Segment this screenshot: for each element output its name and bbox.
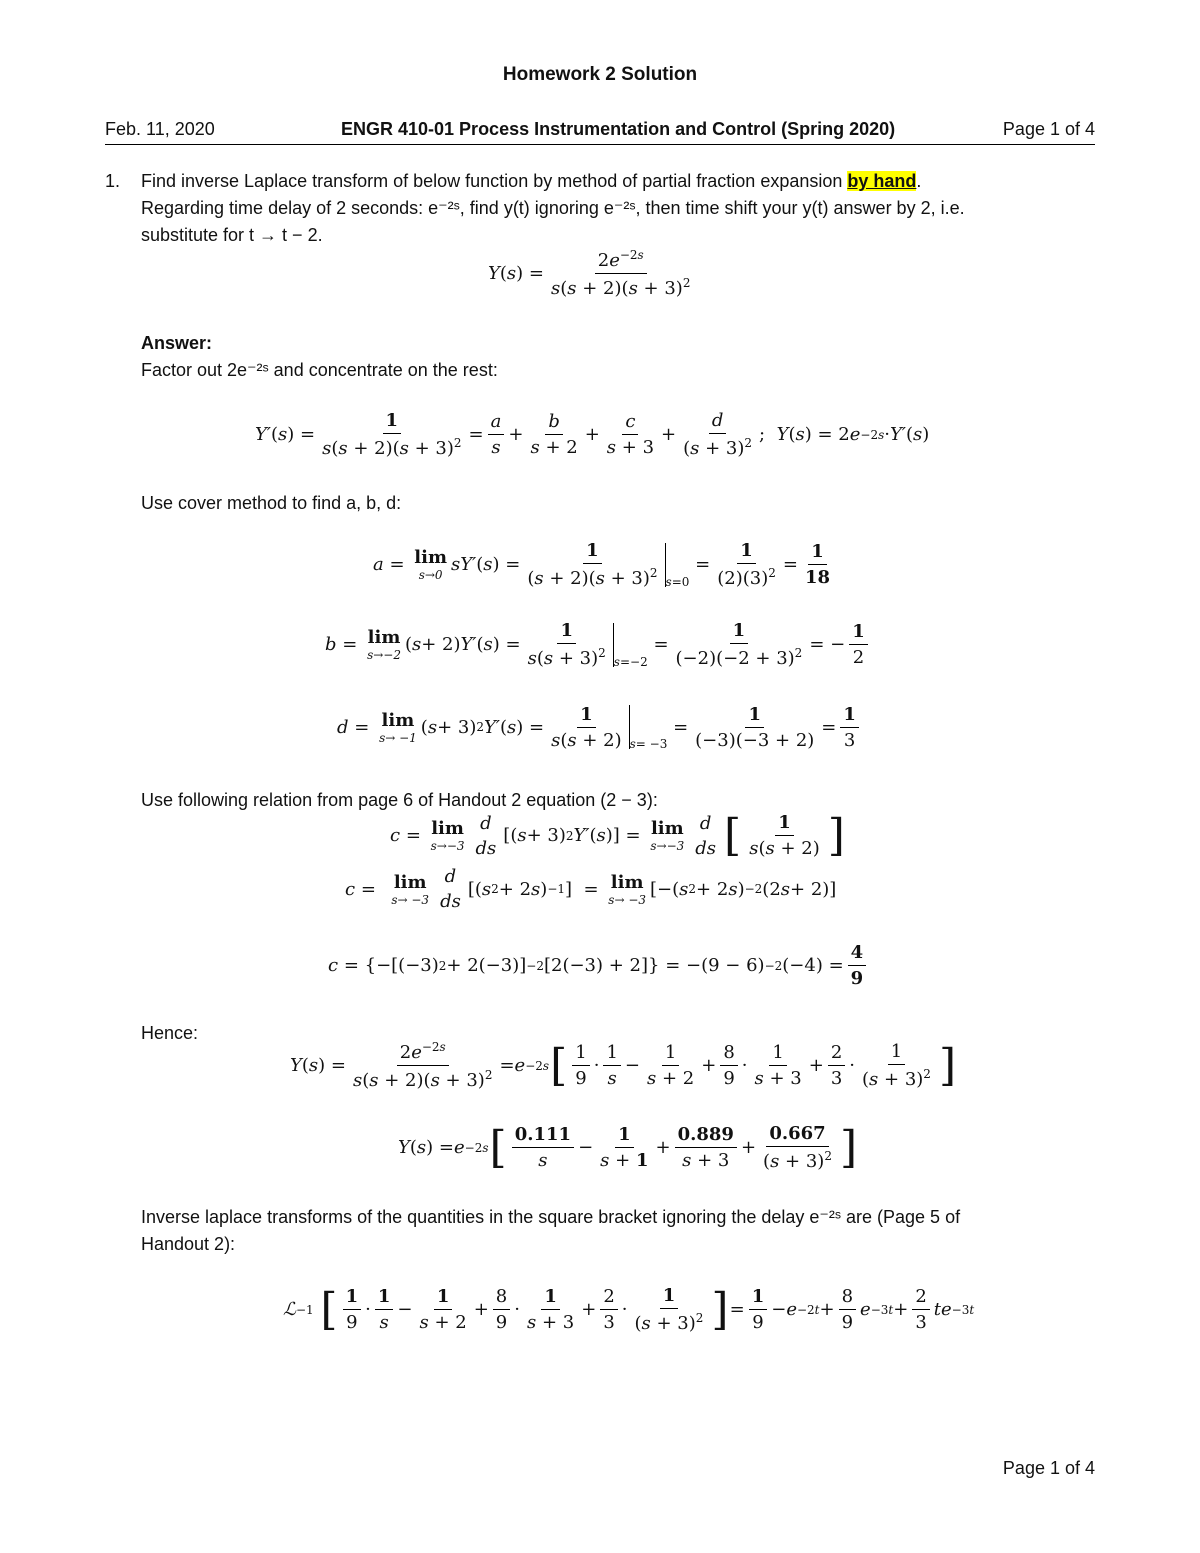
equation-hence-2: Y ( s ) = e −2s [ $\frac{0.111}{s}$ − $\frac{1}{s + 1}$ + $\frac{0.889}{s + 3}$ + $\frac{0.667}{(s + 3)^2}$ ] [398,1121,858,1173]
equation-b: b = lim s→−2 ( s + 2) Y′ ( s ) = $\frac{1}{s(s + 3)^2}$ $_{s =-2}$ = $\frac{1}{(-2)(-2 + 3)^2}$ = − $\frac{1}{2}$ [325,620,872,669]
header-course: ENGR 410-01 Process Instrumentation and Control (Spring 2020) [341,119,896,139]
by-hand-highlight: by hand [847,171,917,191]
equation-ys: Y ( s ) = $\frac{2e^{-2s}}{s(s + 2)(s + 3)^2}$ [488,248,691,299]
problem-line-2: Regarding time delay of 2 seconds: e⁻²ˢ, find y(t) ignoring e⁻²ˢ, then time shift your y(t) answer by 2, i.e. [141,198,965,218]
equation-inverse-laplace: ℒ −1 [ $\frac{1}{9}$ · $\frac{1}{s}$ − $\frac{1}{s + 2}$ + $\frac{8}{9}$ · $\frac{1}{s + 3}$ + $\frac{2}{3}$ · $\frac{1}{(s + 3)^2}$ ] = $\frac{1}{9}$ − e −2t + $\frac{8}{9}$ e −3t + $\frac{2}{3}$ te −3t [283,1283,975,1335]
problem-number: 1. [105,171,121,191]
problem-line-1 [141,168,921,194]
cover-text: Use cover method to find a, b, d: [141,493,402,513]
inverse-text-1: Inverse laplace transforms of the quantities in the square bracket ignoring the delay e⁻²ˢ are (Page 5 of [141,1207,961,1227]
inverse-text-2: Handout 2): [141,1234,236,1254]
equation-c-2: c = lim s→ −3 d ds [( s 2 + 2 s ) −1 ] = lim s→ −3 [−( s 2 + 2 s ) −2 (2 s + 2)] [345,866,837,912]
page-footer: Page 1 of 4 [1002,1458,1095,1478]
relation-text: Use following relation from page 6 of Handout 2 equation (2 − 3): [141,790,658,810]
page-title: Homework 2 Solution [502,64,698,85]
answer-label: Answer: [141,333,213,353]
equation-partial-fraction: Y′ ( s ) = $\frac{1}{s(s + 2)(s + 3)^2}$ = $\frac{a}{s}$ + $\frac{b}{s + 2}$ + $\frac{c}{s + 3}$ + $\frac{d}{(s + 3)^2}$ ; Y ( s ) = 2 e −2s · Y′ ( s ) [255,410,930,459]
equation-c-1: c = lim s→−3 d ds [( s + 3) 2 Y′ ( s )] = lim s→−3 d ds [ $\frac{1}{s(s + 2)}$ ] [390,809,845,861]
problem-line-1-end: . [916,171,922,191]
equation-c-3: c = {−[(−3) 2 + 2(−3)] −2 [2(−3) + 2]} = −(9 − 6) −2 (−4) = $\frac{4}{9}$ [328,942,870,989]
header-page: Page 1 of 4 [1002,119,1095,139]
header-bar [105,118,1095,145]
equation-a: a = lim s→0 sY′ ( s ) = $\frac{1}{(s + 2)(s + 3)^2}$ $_{s =0}$ = $\frac{1}{(2)(3)^2}$ = $\frac{1}{18}$ [373,540,831,589]
problem-line-1-text: Find inverse Laplace transform of below function by method of partial fraction expansion [141,171,848,191]
hence-text: Hence: [141,1023,199,1043]
problem-line-3: substitute for t → t − 2. [141,225,323,245]
equation-hence-1: Y ( s ) = $\frac{2e^{-2s}}{s(s + 2)(s + 3)^2}$ = e −2s [ $\frac{1}{9}$ · $\frac{1}{s}$ − $\frac{1}{s + 2}$ + $\frac{8}{9}$ · $\frac{1}{s + 3}$ + $\frac{2}{3}$ · $\frac{1}{(s + 3)^2}$ ] [290,1039,957,1091]
header-date: Feb. 11, 2020 [105,119,215,139]
equation-d: d = lim s→ −1 ( s + 3) 2 Y′ ( s ) = $\frac{1}{s(s + 2)}$ $_{s = -3}$ = $\frac{1}{(-3)(-3 + 2)}$ = $\frac{1}{3}$ [337,703,863,751]
factor-text: Factor out 2e⁻²ˢ and concentrate on the rest: [141,360,498,380]
